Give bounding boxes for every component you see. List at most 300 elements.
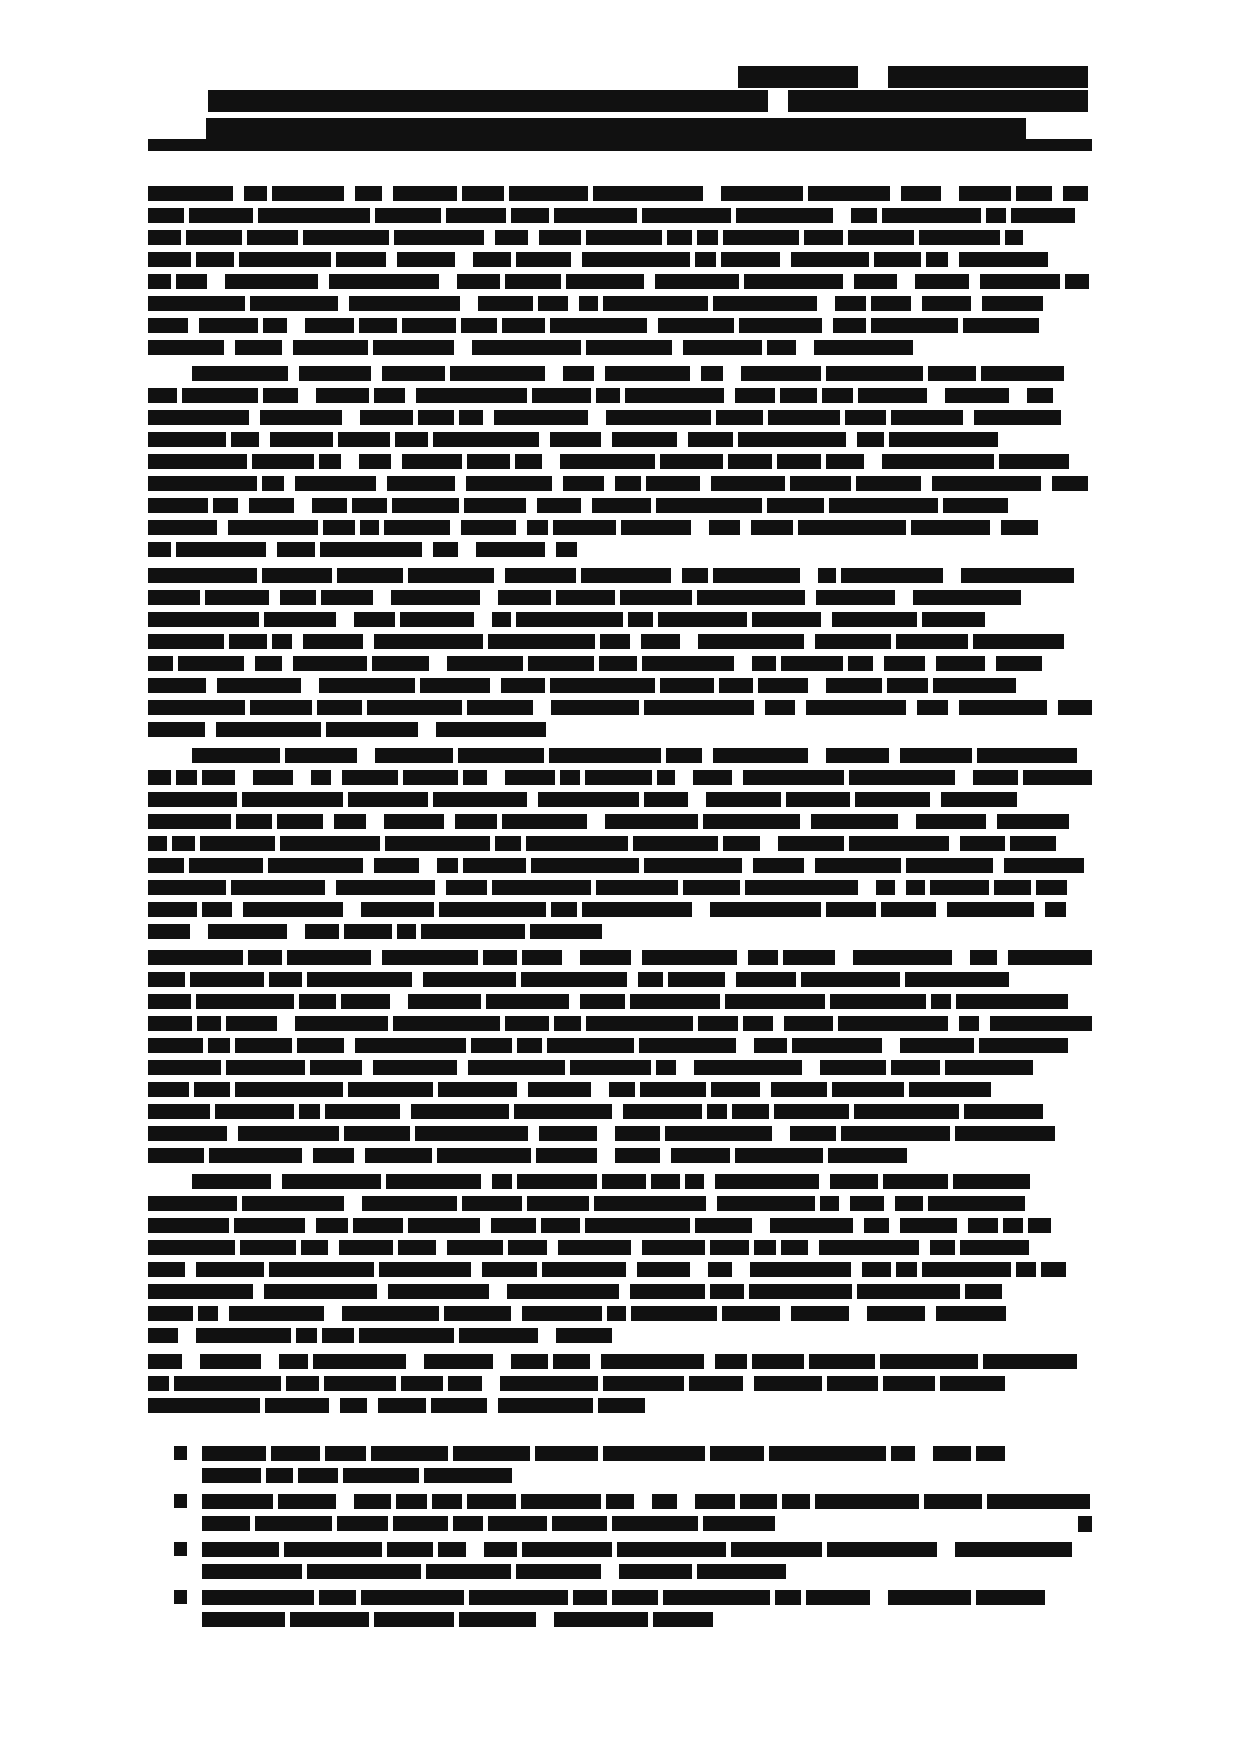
redacted-word — [527, 1196, 589, 1211]
redacted-word — [239, 252, 331, 267]
redacted-word — [360, 520, 379, 535]
redacted-word — [148, 1306, 193, 1321]
redacted-text-line — [148, 474, 1092, 491]
redacted-word — [348, 792, 428, 807]
redacted-word — [514, 1104, 612, 1119]
redacted-word — [708, 1262, 732, 1277]
redacted-word — [603, 1376, 684, 1391]
redacted-word — [511, 1354, 548, 1369]
redacted-word — [373, 1060, 457, 1075]
redacted-text-line — [148, 1036, 1092, 1053]
redacted-word — [838, 1016, 948, 1031]
redacted-word — [148, 972, 185, 987]
redacted-word — [148, 1060, 221, 1075]
redacted-word — [586, 1016, 693, 1031]
list-item-text — [202, 1444, 1092, 1483]
redacted-word — [359, 454, 391, 469]
redacted-word — [644, 700, 754, 715]
redacted-word — [827, 1542, 937, 1557]
redacted-word — [959, 700, 1047, 715]
redacted-word — [550, 678, 655, 693]
redacted-word — [896, 634, 968, 649]
redacted-word — [806, 1590, 870, 1605]
redacted-word — [446, 880, 487, 895]
redacted-word — [532, 388, 591, 403]
redacted-word — [336, 880, 435, 895]
redacted-word — [148, 612, 259, 627]
redacted-word — [148, 274, 171, 289]
redacted-word — [361, 902, 434, 917]
redacted-word — [666, 748, 702, 763]
redacted-text-line — [148, 272, 1092, 289]
redacted-word — [990, 1016, 1092, 1031]
redacted-word — [876, 880, 895, 895]
redacted-word — [801, 972, 900, 987]
redacted-word — [463, 858, 526, 873]
redacted-word — [438, 1542, 466, 1557]
redacted-word — [492, 612, 511, 627]
redacted-text-line — [148, 812, 1092, 829]
redacted-word — [342, 1306, 439, 1321]
redacted-word — [423, 972, 516, 987]
redacted-word — [505, 274, 561, 289]
redacted-word — [973, 770, 1018, 785]
redacted-word — [148, 1016, 192, 1031]
redacted-word — [148, 1148, 204, 1163]
redacted-word — [582, 902, 692, 917]
redacted-word — [900, 748, 972, 763]
redacted-word — [633, 836, 718, 851]
redacted-word — [538, 792, 639, 807]
redacted-word — [603, 296, 708, 311]
list-item — [148, 1540, 1092, 1579]
list-item — [148, 1444, 1092, 1483]
redacted-text-line — [148, 1014, 1092, 1031]
redacted-word — [375, 748, 453, 763]
redacted-word — [148, 924, 190, 939]
list-item-text — [202, 1540, 1092, 1579]
redacted-word — [758, 678, 808, 693]
redacted-word — [553, 1354, 590, 1369]
redacted-word — [262, 476, 284, 491]
redacted-word — [922, 296, 971, 311]
redacted-word — [668, 972, 725, 987]
redacted-word — [192, 1174, 271, 1189]
redacted-word — [202, 1612, 285, 1627]
redacted-word — [450, 366, 545, 381]
redacted-word — [336, 252, 386, 267]
redacted-title-line — [788, 90, 1088, 112]
redacted-word — [815, 1494, 919, 1509]
redacted-word — [741, 366, 821, 381]
redacted-word — [492, 880, 591, 895]
redacted-text-line — [148, 338, 1092, 355]
list-item — [148, 1492, 1092, 1531]
redacted-word — [930, 1240, 955, 1255]
title-text — [147, 65, 148, 66]
redacted-word — [767, 340, 796, 355]
redacted-word — [798, 520, 906, 535]
redacted-word — [269, 972, 302, 987]
redacted-word — [554, 208, 637, 223]
redacted-word — [550, 318, 647, 333]
redacted-word — [931, 994, 951, 1009]
redacted-text-line — [148, 1102, 1092, 1119]
redacted-text-line — [148, 1396, 1092, 1413]
redacted-word — [884, 656, 925, 671]
redacted-text-line — [202, 1466, 1092, 1483]
redacted-word — [307, 972, 412, 987]
redacted-title-line — [206, 118, 1026, 140]
redacted-text-line — [148, 922, 1092, 939]
redacted-word — [769, 1446, 886, 1461]
redacted-word — [277, 542, 315, 557]
redacted-word — [560, 454, 655, 469]
redacted-word — [851, 208, 877, 223]
redacted-word — [208, 1038, 230, 1053]
header-rule — [148, 139, 1092, 151]
redacted-word — [936, 1306, 1006, 1321]
redacted-word — [148, 634, 224, 649]
redacted-word — [522, 1542, 612, 1557]
redacted-word — [202, 1542, 279, 1557]
redacted-text-line — [202, 1540, 1092, 1557]
redacted-text-line — [202, 1444, 1092, 1461]
redacted-word — [213, 498, 238, 513]
redacted-word — [782, 1494, 810, 1509]
redacted-word — [1003, 1218, 1023, 1233]
redacted-word — [745, 880, 858, 895]
redacted-word — [710, 902, 821, 917]
redacted-word — [408, 994, 481, 1009]
redacted-text-line — [148, 228, 1092, 245]
redacted-word — [293, 340, 368, 355]
redacted-word — [862, 1262, 891, 1277]
redacted-word — [463, 770, 487, 785]
redacted-word — [640, 1082, 706, 1097]
redacted-word — [228, 520, 318, 535]
redacted-word — [500, 1376, 598, 1391]
redacted-text-line — [148, 720, 1092, 737]
redacted-word — [516, 1564, 601, 1579]
redacted-word — [603, 1446, 705, 1461]
redacted-word — [508, 1240, 547, 1255]
redacted-word — [253, 770, 293, 785]
redacted-word — [268, 858, 363, 873]
redacted-word — [531, 858, 639, 873]
redacted-word — [397, 252, 455, 267]
redacted-paragraph — [148, 746, 1092, 939]
redacted-word — [739, 318, 822, 333]
redacted-word — [397, 924, 416, 939]
redacted-word — [959, 1016, 979, 1031]
redacted-word — [713, 748, 808, 763]
redacted-word — [646, 476, 700, 491]
redacted-word — [271, 1446, 320, 1461]
redacted-word — [495, 230, 528, 245]
redacted-word — [880, 1354, 978, 1369]
redacted-word — [539, 230, 581, 245]
redacted-text-line — [148, 746, 1092, 763]
redacted-word — [148, 880, 226, 895]
redacted-word — [319, 1590, 356, 1605]
redacted-word — [310, 1060, 362, 1075]
redacted-word — [642, 656, 734, 671]
list-item-text — [202, 1588, 1092, 1627]
redacted-word — [148, 1126, 227, 1141]
redacted-word — [605, 366, 690, 381]
redacted-word — [374, 1612, 454, 1627]
redacted-word — [255, 656, 282, 671]
redacted-word — [930, 880, 989, 895]
redacted-word — [285, 748, 357, 763]
redacted-word — [408, 1218, 480, 1233]
redacted-word — [573, 1590, 607, 1605]
redacted-word — [656, 1060, 676, 1075]
redacted-word — [955, 1542, 1072, 1557]
redacted-text-line — [148, 1124, 1092, 1141]
redacted-word — [498, 1398, 593, 1413]
redacted-word — [236, 814, 272, 829]
redacted-word — [738, 432, 846, 447]
redacted-word — [238, 1126, 339, 1141]
redacted-word — [874, 252, 921, 267]
redacted-word — [196, 252, 234, 267]
redacted-word — [231, 432, 259, 447]
redacted-word — [320, 542, 422, 557]
redacted-text-line — [148, 1058, 1092, 1075]
redacted-word — [566, 274, 644, 289]
redacted-word — [623, 1104, 702, 1119]
redacted-word — [570, 1060, 651, 1075]
redacted-word — [372, 656, 429, 671]
redacted-word — [431, 1398, 487, 1413]
redacted-word — [619, 1564, 692, 1579]
redacted-word — [432, 1494, 462, 1509]
redacted-word — [411, 1104, 509, 1119]
redacted-word — [303, 230, 389, 245]
redacted-word — [586, 230, 662, 245]
redacted-text-line — [148, 856, 1092, 873]
redacted-word — [1010, 836, 1056, 851]
redacted-word — [313, 1354, 406, 1369]
redacted-word — [1001, 520, 1038, 535]
redacted-word — [909, 1082, 991, 1097]
redacted-word — [660, 454, 723, 469]
redacted-word — [323, 520, 355, 535]
redacted-word — [1023, 770, 1092, 785]
redacted-word — [394, 230, 484, 245]
redacted-word — [808, 186, 890, 201]
redacted-text-line — [148, 316, 1092, 333]
redacted-word — [424, 1468, 512, 1483]
redacted-word — [768, 410, 840, 425]
redacted-word — [528, 656, 594, 671]
redacted-word — [1045, 902, 1066, 917]
redacted-word — [849, 836, 949, 851]
redacted-word — [818, 568, 836, 583]
redacted-word — [943, 498, 1008, 513]
redacted-word — [483, 950, 517, 965]
redacted-word — [194, 1082, 230, 1097]
redacted-word — [906, 858, 993, 873]
redacted-word — [235, 1038, 292, 1053]
redacted-word — [652, 1494, 677, 1509]
redacted-word — [638, 972, 663, 987]
redacted-word — [628, 612, 653, 627]
redacted-word — [710, 1446, 764, 1461]
redacted-word — [535, 1446, 598, 1461]
redacted-word — [277, 814, 323, 829]
redacted-word — [826, 454, 864, 469]
redacted-word — [775, 1590, 801, 1605]
redacted-word — [148, 950, 243, 965]
redacted-word — [882, 454, 994, 469]
redacted-word — [833, 318, 866, 333]
redacted-word — [596, 388, 620, 403]
redacted-word — [400, 612, 474, 627]
redacted-word — [830, 1174, 878, 1189]
redacted-word — [375, 208, 441, 223]
redacted-word — [426, 1564, 511, 1579]
redacted-word — [827, 1376, 878, 1391]
redacted-text-line — [148, 566, 1092, 583]
redacted-word — [196, 1262, 264, 1277]
redacted-word — [396, 1494, 427, 1509]
redacted-word — [322, 1328, 354, 1343]
redacted-word — [1041, 1262, 1066, 1277]
redacted-text-line — [148, 408, 1092, 425]
redacted-text-line — [148, 518, 1092, 535]
redacted-word — [295, 476, 376, 491]
redacted-word — [378, 1398, 426, 1413]
redacted-word — [505, 770, 555, 785]
redacted-word — [997, 814, 1069, 829]
redacted-text-line — [148, 610, 1092, 627]
redacted-word — [457, 274, 500, 289]
redacted-word — [343, 1468, 419, 1483]
redacted-word — [959, 252, 1048, 267]
redacted-word — [530, 924, 602, 939]
redacted-word — [774, 1104, 849, 1119]
redacted-word — [517, 1038, 542, 1053]
redacted-word — [905, 972, 1009, 987]
redacted-word — [235, 340, 282, 355]
redacted-word — [189, 208, 253, 223]
redacted-word — [395, 432, 428, 447]
redacted-text-line — [148, 1194, 1092, 1211]
redacted-text-line — [202, 1492, 1092, 1509]
redacted-word — [612, 1516, 698, 1531]
redacted-word — [391, 590, 480, 605]
redacted-word — [924, 1494, 982, 1509]
redacted-text-line — [202, 1610, 1092, 1627]
redacted-word — [226, 1060, 305, 1075]
redacted-word — [1052, 476, 1088, 491]
redacted-word — [657, 770, 675, 785]
redacted-word — [592, 498, 651, 513]
redacted-word — [401, 1376, 443, 1391]
redacted-word — [617, 1542, 726, 1557]
redacted-word — [295, 1016, 388, 1031]
redacted-word — [186, 230, 242, 245]
redacted-word — [538, 296, 568, 311]
redacted-word — [231, 880, 325, 895]
redacted-word — [932, 476, 1041, 491]
redacted-word — [671, 1148, 730, 1163]
redacted-word — [891, 410, 963, 425]
redacted-word — [299, 1104, 320, 1119]
redacted-word — [148, 542, 171, 557]
redacted-word — [585, 770, 652, 785]
redacted-word — [621, 520, 691, 535]
redacted-word — [550, 432, 601, 447]
redacted-word — [778, 836, 844, 851]
redacted-word — [953, 1174, 1030, 1189]
redacted-word — [683, 880, 740, 895]
redacted-word — [725, 994, 825, 1009]
redacted-word — [1016, 186, 1052, 201]
redacted-word — [651, 1174, 680, 1189]
redacted-word — [941, 792, 1017, 807]
redacted-word — [446, 208, 506, 223]
redacted-title-line — [208, 90, 768, 112]
redacted-word — [770, 1218, 853, 1233]
redacted-word — [835, 296, 866, 311]
redacted-text-line — [202, 1514, 1092, 1531]
redacted-word — [196, 994, 294, 1009]
redacted-text-line — [148, 654, 1092, 671]
redacted-word — [386, 1174, 481, 1189]
redacted-word — [916, 814, 986, 829]
redacted-word — [528, 1082, 591, 1097]
redacted-word — [448, 1376, 482, 1391]
redacted-paragraph — [148, 1172, 1092, 1343]
page-number-text — [1077, 1515, 1078, 1516]
redacted-word — [319, 678, 415, 693]
redacted-text-line — [148, 1304, 1092, 1321]
redacted-word — [299, 994, 336, 1009]
redacted-word — [491, 1218, 536, 1233]
redacted-word — [467, 454, 510, 469]
redacted-word — [749, 1284, 852, 1299]
redacted-word — [977, 748, 1077, 763]
redacted-word — [855, 792, 930, 807]
redacted-word — [630, 994, 720, 1009]
redacted-word — [421, 924, 525, 939]
page-number-mark — [1078, 1516, 1092, 1532]
redacted-word — [437, 1148, 531, 1163]
redacted-word — [438, 1082, 517, 1097]
redacted-word — [1028, 1218, 1051, 1233]
redacted-word — [148, 568, 257, 583]
redacted-word — [606, 1494, 634, 1509]
redacted-word — [854, 274, 897, 289]
redacted-word — [148, 700, 245, 715]
redacted-word — [660, 678, 714, 693]
redacted-word — [556, 590, 615, 605]
redacted-word — [615, 476, 641, 491]
redacted-text-line — [148, 970, 1092, 987]
redacted-word — [148, 520, 217, 535]
redacted-word — [781, 656, 843, 671]
redacted-word — [235, 1082, 343, 1097]
redacted-word — [148, 340, 224, 355]
redacted-word — [536, 1148, 597, 1163]
redacted-word — [216, 722, 321, 737]
redacted-word — [278, 1494, 336, 1509]
redacted-word — [468, 1060, 565, 1075]
